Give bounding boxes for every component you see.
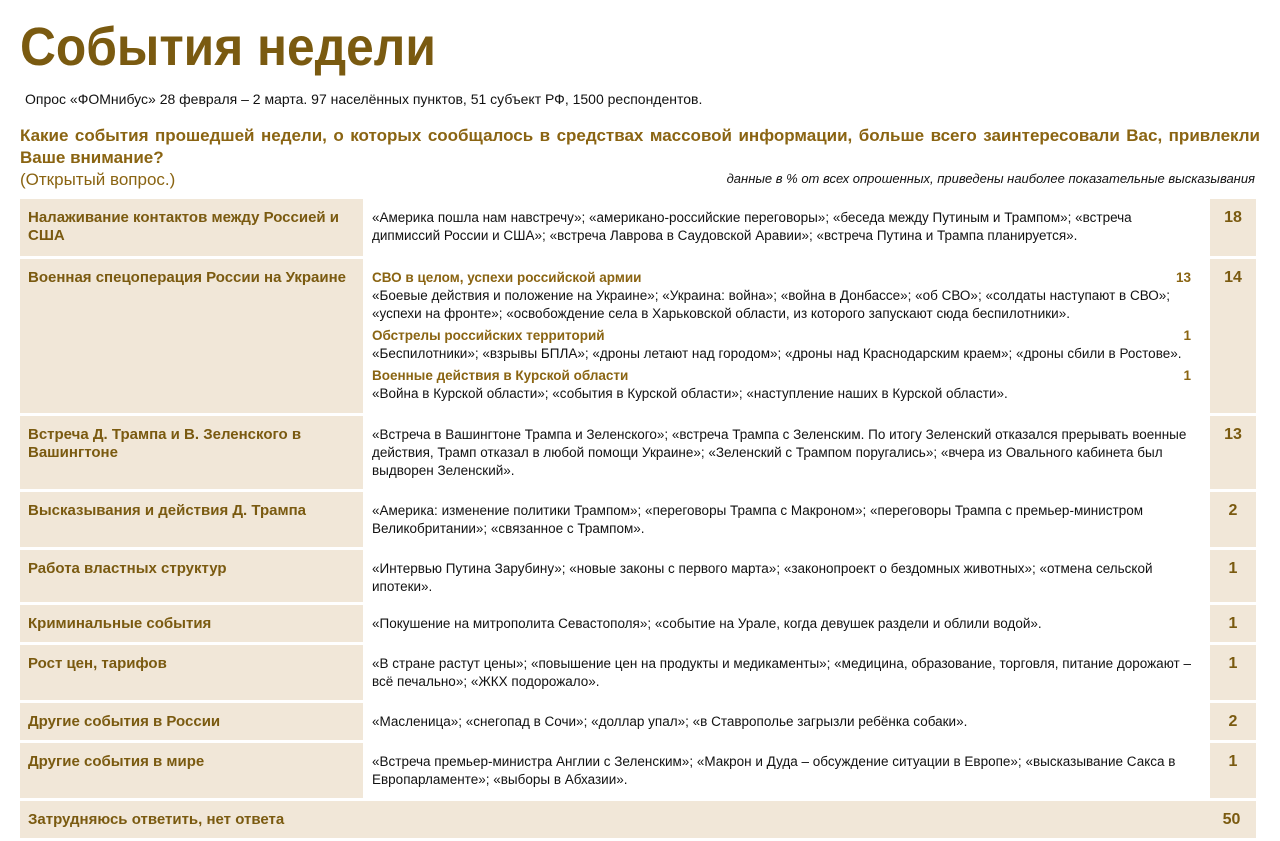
- subcategory-quotes: «Боевые действия и положение на Украине»; «Украина: война»; «война в Донбассе»; «об СВО»; «солдаты наступают в СВО»; «успехи на фронте»; «освобождение села в Харьковской области, из которого запускают сюда беспилотники».: [372, 288, 1171, 321]
- quotes-text: «Покушение на митрополита Севастополя»; «событие на Урале, когда девушек раздели и облили водой».: [366, 605, 1207, 642]
- subcategory-value: 1: [1183, 368, 1191, 383]
- table-row: [20, 550, 1256, 602]
- table-row: [20, 605, 1256, 642]
- quotes-text: «Интервью Путина Зарубину»; «новые законы с первого марта»; «законопроект о бездомных животных»; «отмена сельской ипотеки».: [366, 550, 1207, 602]
- value-cell: 2: [1207, 703, 1256, 740]
- value-cell: 14: [1207, 259, 1256, 413]
- table-row: [20, 703, 1256, 740]
- quotes-text: «Америка: изменение политики Трампом»; «переговоры Трампа с Макроном»; «переговоры Трампа с премьер-министром Великобритании»; «связанное с Трампом».: [366, 492, 1207, 547]
- category-label: Другие события в мире: [20, 743, 366, 798]
- value-cell: 1: [1207, 645, 1256, 700]
- data-note: данные в % от всех опрошенных, приведены наиболее показательные высказывания: [726, 171, 1255, 186]
- page-title: События недели: [20, 17, 436, 77]
- category-label: Встреча Д. Трампа и В. Зеленского в Вашингтоне: [20, 416, 366, 489]
- value-cell: 18: [1207, 199, 1256, 256]
- subcategory-quotes: «Беспилотники»; «взрывы БПЛА»; «дроны летают над городом»; «дроны над Краснодарским краем»; «дроны сбили в Ростове».: [372, 346, 1182, 361]
- quotes-text: «Америка пошла нам навстречу»; «американо-российские переговоры»; «беседа между Путиным и Трампом»; «встреча дипмиссий России и США»; «встреча Лаврова в Саудовской Аравии»; «встреча Путина и Трампа планируется».: [366, 199, 1207, 256]
- table-row: [20, 259, 1256, 413]
- table-row: [20, 743, 1256, 798]
- category-label: Рост цен, тарифов: [20, 645, 366, 700]
- question-text: Какие события прошедшей недели, о которых сообщалось в средствах массовой информации, больше всего заинтересовали Вас, привлекли Ваше внимание?: [20, 126, 1260, 167]
- value-cell: 1: [1207, 605, 1256, 642]
- table-row: [20, 645, 1256, 700]
- question-note: (Открытый вопрос.): [20, 170, 176, 189]
- category-label: Работа властных структур: [20, 550, 366, 602]
- quotes-text: «Встреча премьер-министра Англии с Зеленским»; «Макрон и Дуда – обсуждение ситуации в Европе»; «высказывание Сакса в Европарламенте»; «выборы в Абхазии».: [366, 743, 1207, 798]
- quotes-text: «Масленица»; «снегопад в Сочи»; «доллар упал»; «в Ставрополье загрызли ребёнка собаки».: [366, 703, 1207, 740]
- value-cell: 50: [1207, 801, 1256, 838]
- category-label: Налаживание контактов между Россией и США: [20, 199, 366, 256]
- survey-subtitle: Опрос «ФОМнибус» 28 февраля – 2 марта. 97 населённых пунктов, 51 субъект РФ, 1500 респондентов.: [25, 91, 703, 107]
- subcategory-quotes: «Война в Курской области»; «события в Курской области»; «наступление наших в Курской области».: [372, 386, 1008, 401]
- subcategory-value: 13: [1175, 270, 1191, 285]
- table-row: [20, 492, 1256, 547]
- table-row: [20, 199, 1256, 256]
- subcategory-title: СВО в целом, успехи российской армии: [372, 270, 642, 285]
- value-cell: 1: [1207, 743, 1256, 798]
- subcategory: [372, 327, 1199, 363]
- category-label: Затрудняюсь ответить, нет ответа: [20, 801, 366, 838]
- subcategory: [372, 367, 1199, 403]
- category-label: Военная спецоперация России на Украине: [20, 259, 366, 413]
- quotes-text: «В стране растут цены»; «повышение цен на продукты и медикаменты»; «медицина, образование, торговля, питание дорожают – всё печально»; «ЖКХ подорожало».: [366, 645, 1207, 700]
- value-cell: 13: [1207, 416, 1256, 489]
- subcategory-title: Обстрелы российских территорий: [372, 328, 605, 343]
- value-cell: 2: [1207, 492, 1256, 547]
- row-filler: [366, 801, 1207, 838]
- category-label: Криминальные события: [20, 605, 366, 642]
- results-table: [20, 196, 1256, 841]
- subcategory: [372, 269, 1199, 323]
- subcategory-title: Военные действия в Курской области: [372, 368, 629, 383]
- table-row-total: [20, 801, 1256, 838]
- table-row: [20, 416, 1256, 489]
- category-label: Другие события в России: [20, 703, 366, 740]
- value-cell: 1: [1207, 550, 1256, 602]
- subcategory-value: 1: [1183, 328, 1191, 343]
- category-label: Высказывания и действия Д. Трампа: [20, 492, 366, 547]
- quotes-cell: [366, 259, 1207, 413]
- quotes-text: «Встреча в Вашингтоне Трампа и Зеленского»; «встреча Трампа с Зеленским. По итогу Зеленский отказался прерывать военные действия, Трамп отказал в любой помощи Украине»; «Зеленский с Трампом поругались»; «вчера из Овального кабинета был выдворен Зеленский».: [366, 416, 1207, 489]
